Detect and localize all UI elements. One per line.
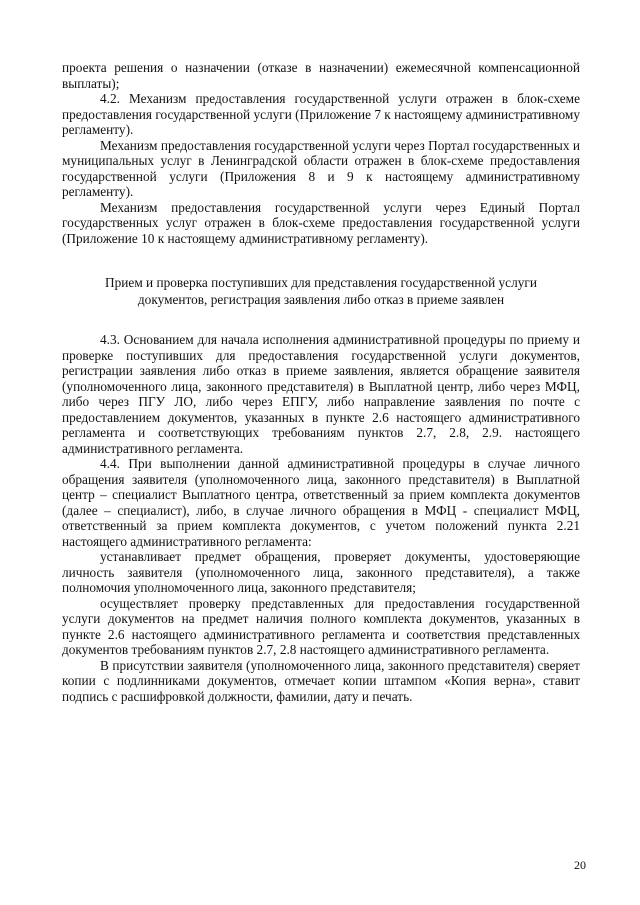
page-number: 20 <box>574 858 586 872</box>
paragraph: проекта решения о назначении (отказе в назначении) ежемесячной компенсационной выплаты); <box>62 60 580 91</box>
paragraph: 4.2. Механизм предоставления государственной услуги отражен в блок-схеме предоставления государственной услуги (Приложение 7 к настоящему административному регламенту). <box>62 91 580 137</box>
bottom-paragraphs <box>62 332 580 704</box>
paragraph: Механизм предоставления государственной услуги через Единый Портал государственных услуг отражен в блок-схеме предоставления государственной услуги (Приложение 10 к настоящему административному регламенту). <box>62 199 580 246</box>
section-heading: Прием и проверка поступивших для представления государственной услуги документов, регистрация заявления либо отказ в приеме заявлен <box>105 275 537 307</box>
paragraph: осуществляет проверку представленных для предоставления государственной услуги документов на предмет наличия полного комплекта документов, указанных в пункте 2.6 настоящего административного регламента и соответствия представленных документов требованиям пунктов 2.7, 2.8 настоящего административного регламента. <box>62 595 580 657</box>
paragraph: Механизм предоставления государственной услуги через Портал государственных и муниципальных услуг в Ленинградской области отражен в блок-схеме предоставления государственной услуги (Приложения 8 и 9 к настоящему административному регламенту). <box>62 137 580 199</box>
top-paragraphs <box>62 60 580 246</box>
page-body <box>62 60 580 704</box>
paragraph: 4.3. Основанием для начала исполнения административной процедуры по приему и проверке поступивших для предоставления государственной услуги документов, регистрации заявления либо отказ в приеме заявления, является обращение заявителя (уполномоченного лица, законного представителя) в Выплатной центр, либо через МФЦ, либо через ПГУ ЛО, либо через ЕПГУ, либо направление заявления по почте с предоставлением документов, указанных в пункте 2.6 настоящего административного регламента и соответствующих требованиям пунктов 2.7, 2.8, 2.9. настоящего административного регламента. <box>62 332 580 456</box>
paragraph: 4.4. При выполнении данной административной процедуры в случае личного обращения заявителя (уполномоченного лица, законного представителя) в Выплатной центр – специалист Выплатного центра, ответственный за прием комплекта документов (далее – специалист), либо, в случае личного обращения в МФЦ - специалист МФЦ, ответственный за прием комплекта документов, с учетом положений пункта 2.21 настоящего административного регламента: <box>62 456 580 549</box>
paragraph: устанавливает предмет обращения, проверяет документы, удостоверяющие личность заявителя (уполномоченного лица, законного представителя), а также полномочия уполномоченного лица, законного представителя; <box>62 549 580 595</box>
paragraph: В присутствии заявителя (уполномоченного лица, законного представителя) сверяет копии с подлинниками документов, отмечает копии штампом «Копия верна», ставит подпись с расшифровкой должности, фамилии, дату и печать. <box>62 657 580 704</box>
